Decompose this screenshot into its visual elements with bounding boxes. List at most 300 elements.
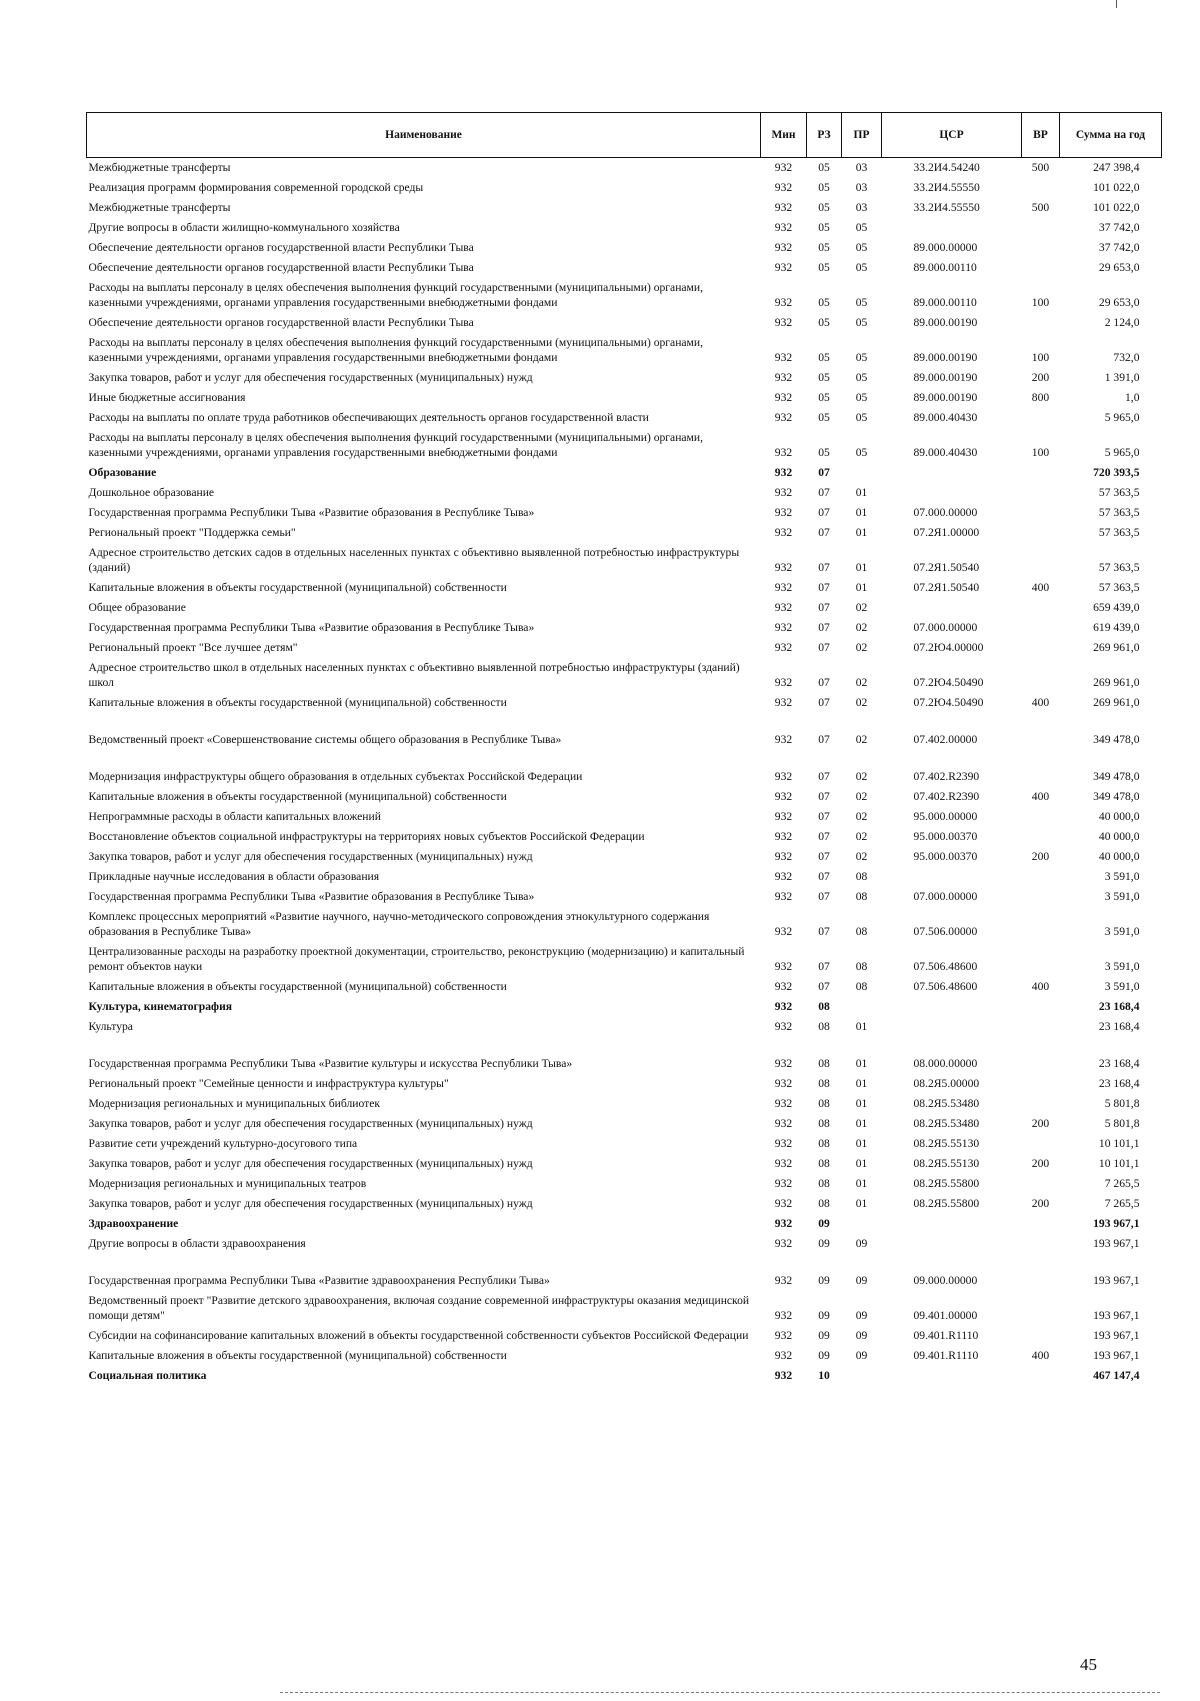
cell-rz: 08 <box>818 1097 830 1110</box>
cell-pr: 09 <box>855 1349 868 1362</box>
cell-min: 932 <box>774 1237 793 1250</box>
cell-rz: 07 <box>818 770 830 783</box>
cell-vr <box>1022 713 1060 750</box>
cell-vr <box>1022 258 1060 278</box>
cell-rz: 08 <box>818 1197 830 1210</box>
cell-csr: 95.000.00370 <box>913 850 978 863</box>
cell-pr: 05 <box>855 316 868 329</box>
cell-vr <box>1022 1017 1060 1037</box>
cell-pr: 08 <box>855 870 868 883</box>
cell-rz: 07 <box>818 621 830 634</box>
cell-name: Государственная программа Республики Тыва «Развитие культуры и искусства Республики Тыва» <box>88 1057 573 1070</box>
header-rz: РЗ <box>807 113 842 158</box>
cell-sum: 193 967,1 <box>1093 1349 1140 1362</box>
cell-pr: 02 <box>855 733 868 746</box>
cell-name: Другие вопросы в области здравоохранения <box>88 1237 306 1250</box>
cell-rz: 07 <box>818 641 830 654</box>
cell-min: 932 <box>774 486 793 499</box>
cell-min: 932 <box>774 1117 793 1130</box>
cell-name: Другие вопросы в области жилищно-коммунального хозяйства <box>88 221 400 234</box>
cell-rz: 08 <box>818 1117 830 1130</box>
table-row <box>87 638 1162 658</box>
table-row <box>87 158 1162 179</box>
cell-min: 932 <box>774 161 793 174</box>
cell-name: Межбюджетные трансферты <box>88 161 231 174</box>
cell-csr: 07.402.R2390 <box>913 790 980 803</box>
cell-sum: 5 965,0 <box>1104 446 1140 459</box>
cell-sum: 10 101,1 <box>1098 1157 1140 1170</box>
cell-csr: 89.000.00110 <box>913 261 977 274</box>
cell-rz: 07 <box>818 466 830 479</box>
cell-csr: 07.402.00000 <box>913 733 978 746</box>
cell-sum: 40 000,0 <box>1098 810 1140 823</box>
cell-pr <box>842 1214 882 1234</box>
cell-name: Реализация программ формирования современной городской среды <box>88 181 424 194</box>
cell-sum: 37 742,0 <box>1098 221 1140 234</box>
cell-rz: 07 <box>818 890 830 903</box>
table-row <box>87 178 1162 198</box>
cell-sum: 57 363,5 <box>1098 581 1140 594</box>
cell-name: Ведомственный проект "Развитие детского здравоохранения, включая создание современной инфраструктуры оказания медицинской помощи детям" <box>88 1294 750 1322</box>
cell-min: 932 <box>774 351 793 364</box>
table-row <box>87 1326 1162 1346</box>
cell-vr: 800 <box>1031 391 1050 404</box>
cell-pr: 01 <box>855 1157 868 1170</box>
cell-vr <box>1022 503 1060 523</box>
cell-rz: 08 <box>818 1137 830 1150</box>
cell-pr <box>842 1366 882 1386</box>
cell-min: 932 <box>774 790 793 803</box>
table-row <box>87 618 1162 638</box>
table-row <box>87 258 1162 278</box>
cell-pr: 09 <box>855 1274 868 1287</box>
cell-csr: 89.000.00110 <box>913 296 977 309</box>
table-row <box>87 847 1162 867</box>
cell-pr: 01 <box>855 506 868 519</box>
cell-name: Культура, кинематография <box>88 1000 233 1013</box>
table-row <box>87 313 1162 333</box>
cell-vr <box>1022 942 1060 977</box>
cell-pr: 02 <box>855 790 868 803</box>
cell-sum: 2 124,0 <box>1104 316 1140 329</box>
cell-vr <box>1022 543 1060 578</box>
cell-csr: 09.401.00000 <box>913 1309 978 1322</box>
cell-name: Закупка товаров, работ и услуг для обеспечения государственных (муниципальных) нужд <box>88 1197 533 1210</box>
cell-name: Региональный проект "Семейные ценности и инфраструктура культуры" <box>88 1077 449 1090</box>
cell-vr <box>1022 1174 1060 1194</box>
cell-rz: 07 <box>818 526 830 539</box>
cell-rz: 07 <box>818 870 830 883</box>
cell-sum: 29 653,0 <box>1098 261 1140 274</box>
cell-rz: 07 <box>818 790 830 803</box>
cell-rz: 07 <box>818 601 830 614</box>
cell-name: Здравоохранение <box>88 1217 179 1230</box>
cell-vr: 500 <box>1031 201 1050 214</box>
cell-min: 932 <box>774 980 793 993</box>
cell-csr: 33.2И4.55550 <box>913 201 980 214</box>
cell-vr <box>1022 1214 1060 1234</box>
cell-csr: 07.000.00000 <box>913 890 978 903</box>
cell-name: Культура <box>88 1020 133 1033</box>
cell-rz: 05 <box>818 296 830 309</box>
cell-sum: 193 967,1 <box>1093 1217 1140 1230</box>
cell-name: Модернизация региональных и муниципальных театров <box>88 1177 367 1190</box>
cell-vr: 100 <box>1031 351 1050 364</box>
cell-pr: 01 <box>855 1077 868 1090</box>
cell-pr: 02 <box>855 770 868 783</box>
table-row <box>87 523 1162 543</box>
cell-csr: 09.401.R1110 <box>913 1349 979 1362</box>
cell-csr: 08.2Я5.55800 <box>913 1177 980 1190</box>
table-row <box>87 483 1162 503</box>
cell-vr <box>1022 1234 1060 1254</box>
cell-min: 932 <box>774 810 793 823</box>
cell-pr: 08 <box>855 890 868 903</box>
cell-sum: 101 022,0 <box>1093 201 1140 214</box>
cell-pr: 01 <box>855 486 868 499</box>
cell-min: 932 <box>774 890 793 903</box>
table-row <box>87 867 1162 887</box>
cell-pr: 02 <box>855 696 868 709</box>
table-row <box>87 1134 1162 1154</box>
cell-min: 932 <box>774 506 793 519</box>
cell-vr <box>1022 827 1060 847</box>
cell-vr <box>1022 997 1060 1017</box>
table-row <box>87 750 1162 787</box>
cell-rz: 05 <box>818 316 830 329</box>
cell-csr <box>882 1234 1022 1254</box>
cell-sum: 5 965,0 <box>1104 411 1140 424</box>
cell-name: Обеспечение деятельности органов государственной власти Республики Тыва <box>88 241 474 254</box>
cell-rz: 08 <box>818 1077 830 1090</box>
cell-name: Адресное строительство детских садов в отдельных населенных пунктах с объективно выявленной потребностью инфраструктуры (зданий) <box>88 546 740 574</box>
cell-pr: 05 <box>855 446 868 459</box>
cell-pr: 09 <box>855 1309 868 1322</box>
cell-name: Прикладные научные исследования в области образования <box>88 870 380 883</box>
cell-rz: 09 <box>818 1309 830 1322</box>
cell-sum: 619 439,0 <box>1093 621 1140 634</box>
cell-csr: 08.2Я5.55130 <box>913 1157 980 1170</box>
cell-name: Капитальные вложения в объекты государственной (муниципальной) собственности <box>88 1349 507 1362</box>
table-row-section <box>87 1214 1162 1234</box>
cell-vr <box>1022 238 1060 258</box>
cell-rz: 07 <box>818 810 830 823</box>
cell-sum: 269 961,0 <box>1093 676 1140 689</box>
cell-pr: 01 <box>855 1177 868 1190</box>
cell-name: Межбюджетные трансферты <box>88 201 231 214</box>
table-row <box>87 658 1162 693</box>
cell-name: Общее образование <box>88 601 186 614</box>
cell-min: 932 <box>774 241 793 254</box>
cell-name: Капитальные вложения в объекты государственной (муниципальной) собственности <box>88 581 507 594</box>
cell-sum: 5 801,8 <box>1104 1097 1140 1110</box>
cell-vr <box>1022 1291 1060 1326</box>
cell-name: Непрограммные расходы в области капитальных вложений <box>88 810 381 823</box>
table-row <box>87 1074 1162 1094</box>
cell-vr <box>1022 178 1060 198</box>
table-row <box>87 1194 1162 1214</box>
cell-name: Государственная программа Республики Тыва «Развитие образования в Республике Тыва» <box>88 890 535 903</box>
table-row <box>87 598 1162 618</box>
cell-pr: 01 <box>855 1197 868 1210</box>
cell-vr: 400 <box>1031 790 1050 803</box>
cell-min: 932 <box>774 561 793 574</box>
cell-vr <box>1022 1074 1060 1094</box>
table-row <box>87 713 1162 750</box>
cell-name: Государственная программа Республики Тыва «Развитие здравоохранения Республики Тыва» <box>88 1274 550 1287</box>
cell-rz: 05 <box>818 261 830 274</box>
cell-pr: 01 <box>855 1117 868 1130</box>
cell-vr: 200 <box>1031 850 1050 863</box>
cell-min: 932 <box>774 621 793 634</box>
cell-pr: 05 <box>855 371 868 384</box>
cell-name: Капитальные вложения в объекты государственной (муниципальной) собственности <box>88 980 507 993</box>
cell-pr: 02 <box>855 830 868 843</box>
cell-csr: 08.2Я5.53480 <box>913 1097 980 1110</box>
cell-min: 932 <box>774 221 793 234</box>
cell-rz: 05 <box>818 351 830 364</box>
cell-pr: 01 <box>855 1137 868 1150</box>
cell-min: 932 <box>774 1217 793 1230</box>
cell-min: 932 <box>774 391 793 404</box>
cell-csr: 89.000.40430 <box>913 411 978 424</box>
cell-sum: 720 393,5 <box>1093 466 1140 479</box>
cell-rz: 07 <box>818 486 830 499</box>
table-row <box>87 1234 1162 1254</box>
cell-sum: 23 168,4 <box>1098 1057 1140 1070</box>
cell-vr <box>1022 638 1060 658</box>
header-vr: ВР <box>1022 113 1060 158</box>
cell-pr: 02 <box>855 601 868 614</box>
cell-name: Модернизация инфраструктуры общего образования в отдельных субъектах Российской Федерации <box>88 770 583 783</box>
cell-name: Закупка товаров, работ и услуг для обеспечения государственных (муниципальных) нужд <box>88 850 533 863</box>
cell-vr <box>1022 750 1060 787</box>
cell-rz: 08 <box>818 1177 830 1190</box>
cell-pr: 05 <box>855 411 868 424</box>
cell-min: 932 <box>774 770 793 783</box>
cell-name: Капитальные вложения в объекты государственной (муниципальной) собственности <box>88 696 507 709</box>
cell-pr: 05 <box>855 351 868 364</box>
cell-rz: 07 <box>818 980 830 993</box>
cell-min: 932 <box>774 870 793 883</box>
cell-vr <box>1022 887 1060 907</box>
cell-rz: 09 <box>818 1349 830 1362</box>
cell-pr: 03 <box>855 181 868 194</box>
cell-min: 932 <box>774 733 793 746</box>
cell-csr <box>882 1214 1022 1234</box>
cell-min: 932 <box>774 411 793 424</box>
cell-csr <box>882 867 1022 887</box>
cell-min: 932 <box>774 1309 793 1322</box>
cell-sum: 23 168,4 <box>1098 1000 1140 1013</box>
table-row <box>87 388 1162 408</box>
cell-name: Комплекс процессных мероприятий «Развитие научного, научно-методического сопровождения этнокультурного содержания образования в Республике Тыва» <box>88 910 710 938</box>
cell-min: 932 <box>774 830 793 843</box>
cell-vr <box>1022 907 1060 942</box>
cell-min: 932 <box>774 1197 793 1210</box>
cell-pr: 09 <box>855 1329 868 1342</box>
cell-csr: 33.2И4.55550 <box>913 181 980 194</box>
table-row <box>87 503 1162 523</box>
cell-rz: 07 <box>818 960 830 973</box>
cell-csr: 89.000.00190 <box>913 351 978 364</box>
cell-rz: 05 <box>818 391 830 404</box>
cell-name: Региональный проект "Все лучшее детям" <box>88 641 298 654</box>
cell-csr: 07.2Ю4.00000 <box>913 641 984 654</box>
cell-min: 932 <box>774 601 793 614</box>
cell-pr: 08 <box>855 925 868 938</box>
cell-min: 932 <box>774 1369 793 1382</box>
cell-name: Обеспечение деятельности органов государственной власти Республики Тыва <box>88 261 474 274</box>
cell-min: 932 <box>774 1157 793 1170</box>
cell-pr: 05 <box>855 391 868 404</box>
cell-rz: 07 <box>818 676 830 689</box>
table-row <box>87 333 1162 368</box>
cell-pr: 01 <box>855 1020 868 1033</box>
cell-sum: 57 363,5 <box>1098 486 1140 499</box>
cell-vr: 500 <box>1031 161 1050 174</box>
cell-sum: 23 168,4 <box>1098 1077 1140 1090</box>
cell-pr: 05 <box>855 241 868 254</box>
cell-pr: 05 <box>855 296 868 309</box>
page-number: 45 <box>1080 1655 1097 1674</box>
table-row <box>87 1291 1162 1326</box>
cell-min: 932 <box>774 261 793 274</box>
cell-sum: 349 478,0 <box>1093 733 1140 746</box>
cell-vr <box>1022 1366 1060 1386</box>
cell-pr: 02 <box>855 850 868 863</box>
cell-min: 932 <box>774 1177 793 1190</box>
cell-sum: 193 967,1 <box>1093 1309 1140 1322</box>
cell-sum: 1 391,0 <box>1104 371 1140 384</box>
bottom-rule <box>280 1692 1160 1693</box>
cell-pr: 08 <box>855 960 868 973</box>
cell-sum: 349 478,0 <box>1093 790 1140 803</box>
table-header-row <box>87 113 1162 158</box>
cell-name: Закупка товаров, работ и услуг для обеспечения государственных (муниципальных) нужд <box>88 1117 533 1130</box>
cell-pr: 03 <box>855 201 868 214</box>
cell-rz: 07 <box>818 830 830 843</box>
table-row <box>87 942 1162 977</box>
cell-min: 932 <box>774 1020 793 1033</box>
cell-pr: 02 <box>855 621 868 634</box>
cell-min: 932 <box>774 446 793 459</box>
cell-vr <box>1022 1326 1060 1346</box>
cell-vr: 200 <box>1031 1197 1050 1210</box>
cell-min: 932 <box>774 696 793 709</box>
cell-csr <box>882 483 1022 503</box>
cell-name: Капитальные вложения в объекты государственной (муниципальной) собственности <box>88 790 507 803</box>
cell-name: Ведомственный проект «Совершенствование системы общего образования в Республике Тыва» <box>88 733 562 746</box>
cell-name: Государственная программа Республики Тыва «Развитие образования в Республике Тыва» <box>88 621 535 634</box>
table-row <box>87 827 1162 847</box>
cell-vr: 400 <box>1031 696 1050 709</box>
cell-sum: 3 591,0 <box>1104 890 1140 903</box>
cell-pr: 03 <box>855 161 868 174</box>
cell-name: Региональный проект "Поддержка семьи" <box>88 526 296 539</box>
cell-csr: 08.000.00000 <box>913 1057 978 1070</box>
cell-sum: 57 363,5 <box>1098 526 1140 539</box>
cell-sum: 1,0 <box>1125 391 1140 404</box>
cell-vr: 200 <box>1031 1157 1050 1170</box>
cell-sum: 193 967,1 <box>1093 1329 1140 1342</box>
header-min: Мин <box>761 113 807 158</box>
table-row <box>87 198 1162 218</box>
table-row-section <box>87 463 1162 483</box>
cell-vr: 200 <box>1031 371 1050 384</box>
cell-name: Расходы на выплаты персоналу в целях обеспечения выполнения функций государственными (муниципальными) органами, казенными учреждениями, органами управления государственными внебюджетными фондами <box>88 281 703 309</box>
cell-rz: 09 <box>818 1329 830 1342</box>
cell-vr <box>1022 463 1060 483</box>
cell-vr: 100 <box>1031 296 1050 309</box>
cell-min: 932 <box>774 676 793 689</box>
cell-name: Развитие сети учреждений культурно-досугового типа <box>88 1137 358 1150</box>
cell-min: 932 <box>774 296 793 309</box>
cell-pr: 02 <box>855 641 868 654</box>
cell-name: Иные бюджетные ассигнования <box>88 391 246 404</box>
table-row <box>87 408 1162 428</box>
cell-pr: 01 <box>855 526 868 539</box>
cell-name: Дошкольное образование <box>88 486 215 499</box>
cell-min: 932 <box>774 1077 793 1090</box>
table-row <box>87 543 1162 578</box>
cell-vr <box>1022 807 1060 827</box>
cell-csr: 95.000.00370 <box>913 830 978 843</box>
table-row <box>87 1094 1162 1114</box>
budget-table <box>86 112 1162 1386</box>
cell-rz: 07 <box>818 561 830 574</box>
table-row-section <box>87 997 1162 1017</box>
cell-sum: 732,0 <box>1113 351 1140 364</box>
cell-pr: 02 <box>855 810 868 823</box>
cell-vr <box>1022 313 1060 333</box>
table-row <box>87 578 1162 598</box>
cell-vr: 400 <box>1031 1349 1050 1362</box>
cell-rz: 07 <box>818 925 830 938</box>
cell-min: 932 <box>774 1057 793 1070</box>
cell-pr: 01 <box>855 1057 868 1070</box>
table-row <box>87 1154 1162 1174</box>
table-row <box>87 907 1162 942</box>
cell-csr: 08.2Я5.55800 <box>913 1197 980 1210</box>
table-row <box>87 887 1162 907</box>
header-csr: ЦСР <box>882 113 1022 158</box>
cell-rz: 05 <box>818 181 830 194</box>
cell-vr <box>1022 1037 1060 1074</box>
table-row <box>87 1114 1162 1134</box>
cell-vr <box>1022 523 1060 543</box>
cell-name: Расходы на выплаты персоналу в целях обеспечения выполнения функций государственными (муниципальными) органами, казенными учреждениями, органами управления государственными внебюджетными фондами <box>88 431 703 459</box>
cell-rz: 07 <box>818 850 830 863</box>
cell-csr: 07.2Я1.50540 <box>913 581 980 594</box>
cell-rz: 10 <box>818 1369 830 1382</box>
cell-vr: 400 <box>1031 581 1050 594</box>
table-row <box>87 238 1162 258</box>
cell-min: 932 <box>774 316 793 329</box>
cell-csr: 89.000.00190 <box>913 391 978 404</box>
cell-sum: 7 265,5 <box>1104 1197 1140 1210</box>
cell-csr: 07.2Я1.50540 <box>913 561 980 574</box>
cell-rz: 05 <box>818 411 830 424</box>
cell-rz: 05 <box>818 221 830 234</box>
cell-csr: 07.000.00000 <box>913 621 978 634</box>
cell-pr: 05 <box>855 261 868 274</box>
cell-vr <box>1022 218 1060 238</box>
table-row-section <box>87 1366 1162 1386</box>
table-row <box>87 428 1162 463</box>
cell-min: 932 <box>774 581 793 594</box>
table-row <box>87 977 1162 997</box>
